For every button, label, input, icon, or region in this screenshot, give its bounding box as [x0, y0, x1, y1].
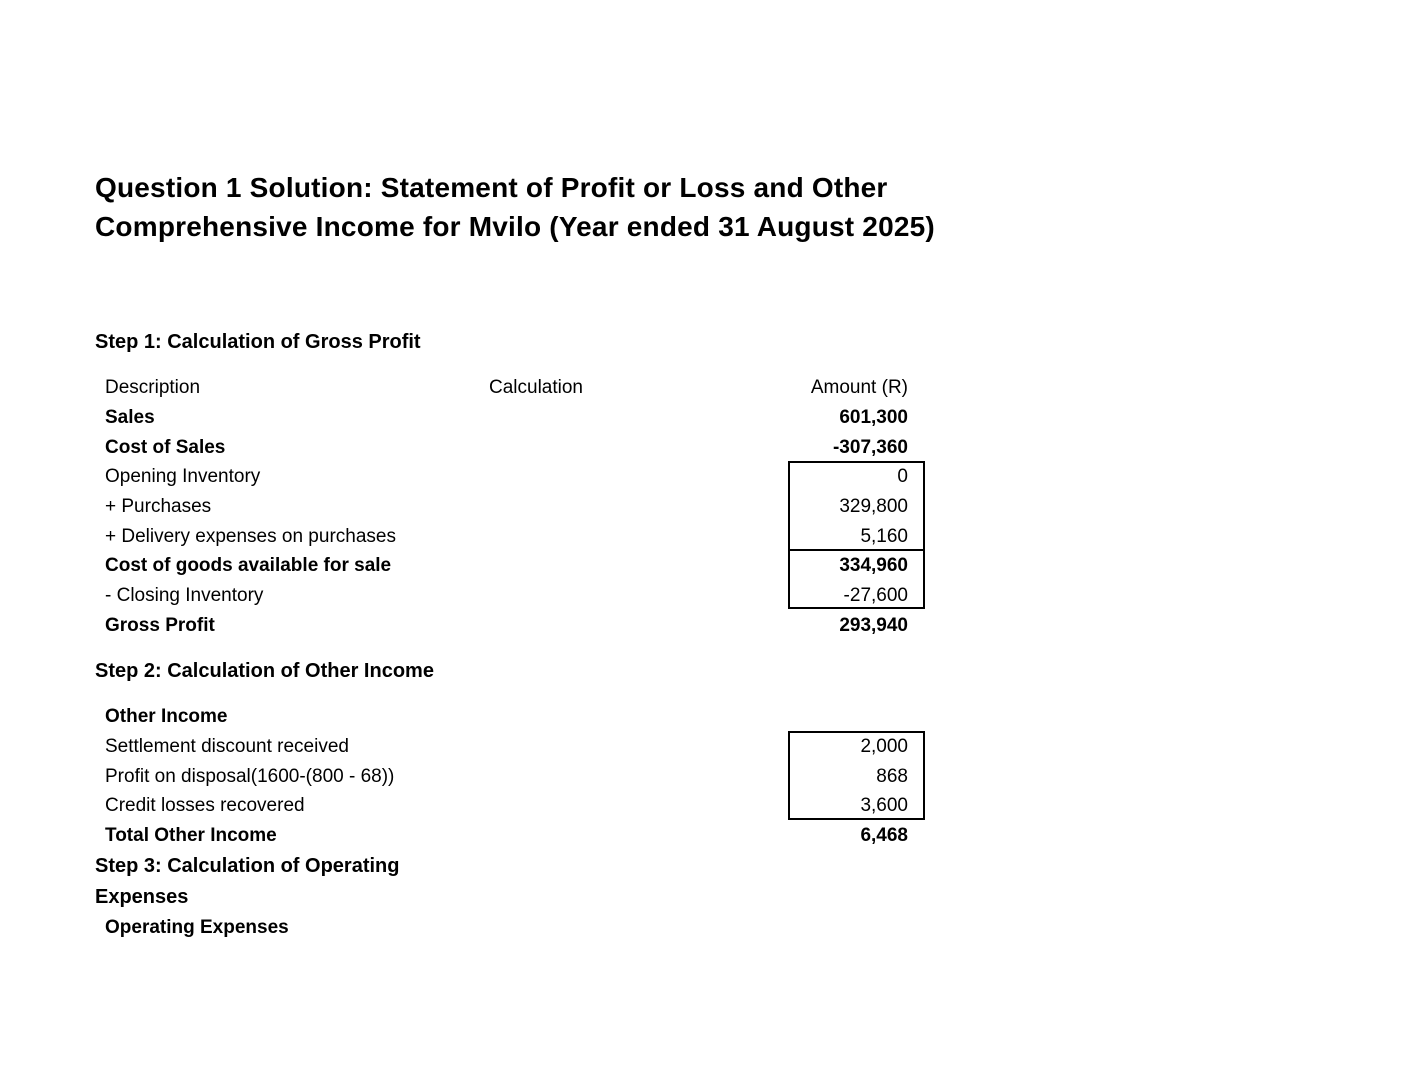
row-profit-on-disposal	[0, 762, 1408, 792]
row-amount: 293,940	[839, 615, 908, 636]
row-description: Credit losses recovered	[105, 795, 305, 816]
row-amount: 2,000	[860, 736, 908, 757]
row-operating-expenses	[0, 913, 1408, 943]
row-credit-losses-recovered	[0, 791, 1408, 821]
row-amount: 5,160	[860, 526, 908, 547]
row-sales	[0, 403, 1408, 433]
row-total-other-income	[0, 821, 1408, 851]
row-settlement-discount	[0, 732, 1408, 762]
column-header-calculation: Calculation	[489, 377, 583, 398]
document-title-line-1: Question 1 Solution: Statement of Profit or Loss and Other	[95, 172, 888, 203]
document-title-line-2: Comprehensive Income for Mvilo (Year ended 31 August 2025)	[95, 211, 935, 242]
row-gross-profit	[0, 611, 1408, 641]
row-description: Total Other Income	[105, 825, 277, 846]
step2-heading: Step 2: Calculation of Other Income	[95, 660, 434, 682]
row-amount: -27,600	[843, 585, 908, 606]
row-description: Opening Inventory	[105, 466, 261, 487]
step1-heading: Step 1: Calculation of Gross Profit	[95, 331, 421, 353]
row-amount: 3,600	[860, 795, 908, 816]
row-description: Gross Profit	[105, 615, 215, 636]
document-title	[95, 168, 1075, 246]
step3-heading-line-2: Expenses	[95, 886, 189, 908]
column-header-description: Description	[105, 377, 201, 398]
row-delivery-expenses	[0, 522, 1408, 552]
row-other-income	[0, 702, 1408, 732]
row-cost-of-sales	[0, 433, 1408, 463]
step3-heading-line-1: Step 3: Calculation of Operating	[95, 855, 400, 877]
table-header-row	[0, 373, 1408, 403]
row-opening-inventory	[0, 462, 1408, 492]
row-purchases	[0, 492, 1408, 522]
row-description: Operating Expenses	[105, 917, 289, 938]
row-amount: 334,960	[839, 555, 908, 576]
row-description: Cost of Sales	[105, 437, 226, 458]
row-closing-inventory	[0, 581, 1408, 611]
row-cost-of-goods-available	[0, 551, 1408, 581]
row-description: Sales	[105, 407, 155, 428]
row-amount: 868	[876, 766, 908, 787]
row-amount: 601,300	[839, 407, 908, 428]
row-description: Other Income	[105, 706, 228, 727]
row-description: + Delivery expenses on purchases	[105, 526, 396, 547]
row-description: - Closing Inventory	[105, 585, 264, 606]
row-amount: 0	[897, 466, 908, 487]
row-amount: 329,800	[839, 496, 908, 517]
row-description: Settlement discount received	[105, 736, 349, 757]
row-description: + Purchases	[105, 496, 212, 517]
row-description: Profit on disposal(1600-(800 - 68))	[105, 766, 395, 787]
column-header-amount: Amount (R)	[810, 377, 908, 398]
row-amount: -307,360	[832, 437, 908, 458]
row-amount: 6,468	[860, 825, 908, 846]
row-description: Cost of goods available for sale	[105, 555, 392, 576]
